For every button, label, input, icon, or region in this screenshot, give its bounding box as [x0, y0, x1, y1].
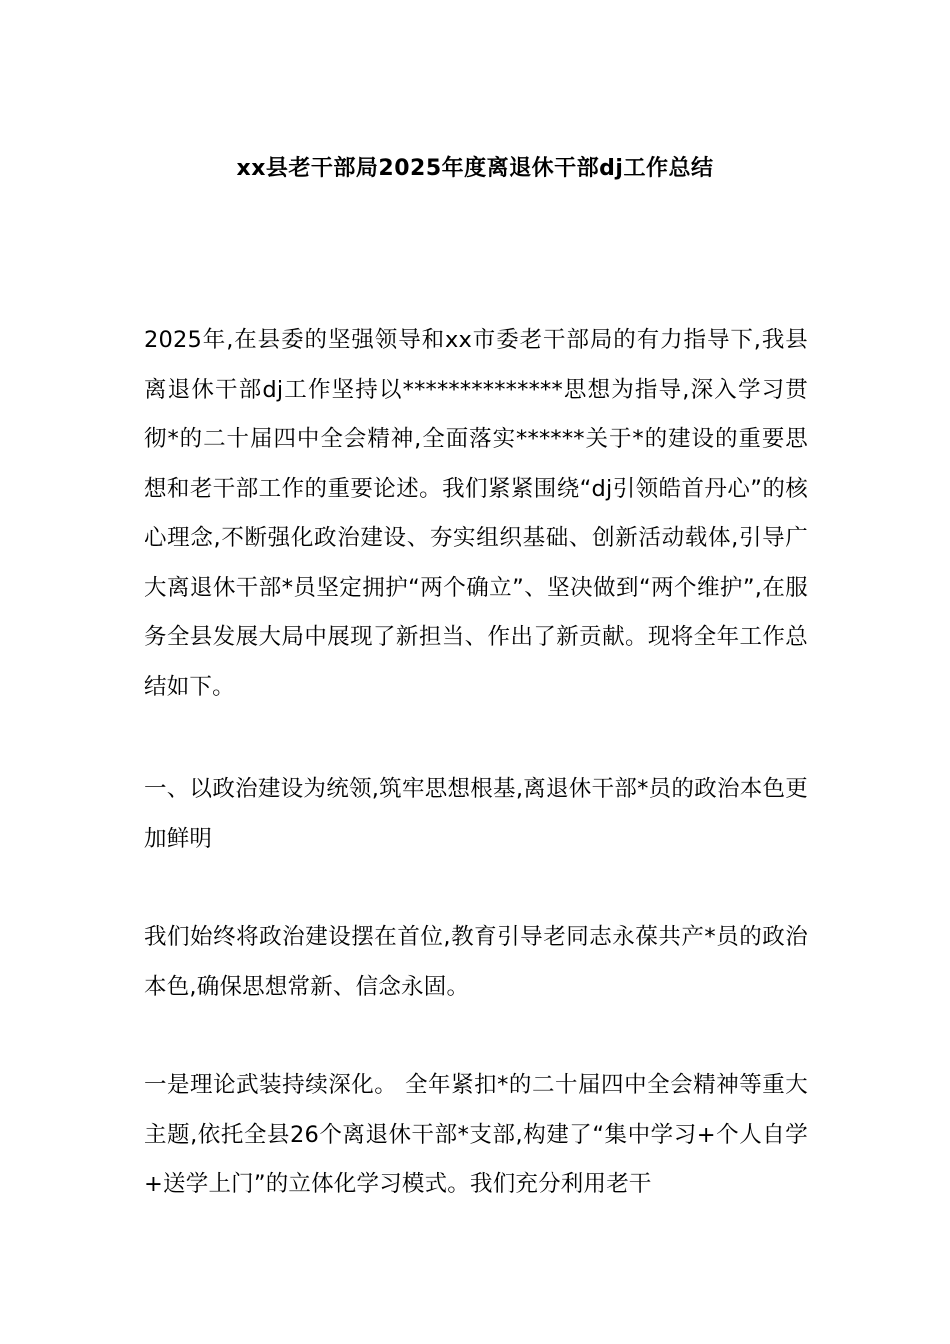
section-heading-1: 一、以政治建设为统领,筑牢思想根基,离退休干部*员的政治本色更加鲜明	[144, 776, 808, 852]
section-1-paragraph: 我们始终将政治建设摆在首位,教育引导老同志永葆共产*员的政治本色,确保思想常新、信念永固。	[144, 924, 808, 1000]
intro-paragraph: 2025年,在县委的坚强领导和xx市委老干部局的有力指导下,我县离退休干部dj工作坚持以**************思想为指导,深入学习贯彻*的二十届四中全会精神,全面落实******关于*的建设的重要思想和老干部工作的重要论述。我们紧紧围绕“dj引领皓首丹心”的核心理念,不断强化政治建设、夯实组织基础、创新活动载体,引导广大离退休干部*员坚定拥护“两个确立”、坚决做到“两个维护”,在服务全县发展大局中展现了新担当、作出了新贡献。现将全年工作总结如下。	[144, 327, 808, 700]
section-1-point-1-paragraph: 一是理论武装持续深化。 全年紧扣*的二十届四中全会精神等重大主题,依托全县26个离退休干部*支部,构建了“集中学习+个人自学+送学上门”的立体化学习模式。我们充分利用老干	[144, 1072, 808, 1197]
document-title: xx县老干部局2025年度离退休干部dj工作总结	[236, 156, 714, 181]
